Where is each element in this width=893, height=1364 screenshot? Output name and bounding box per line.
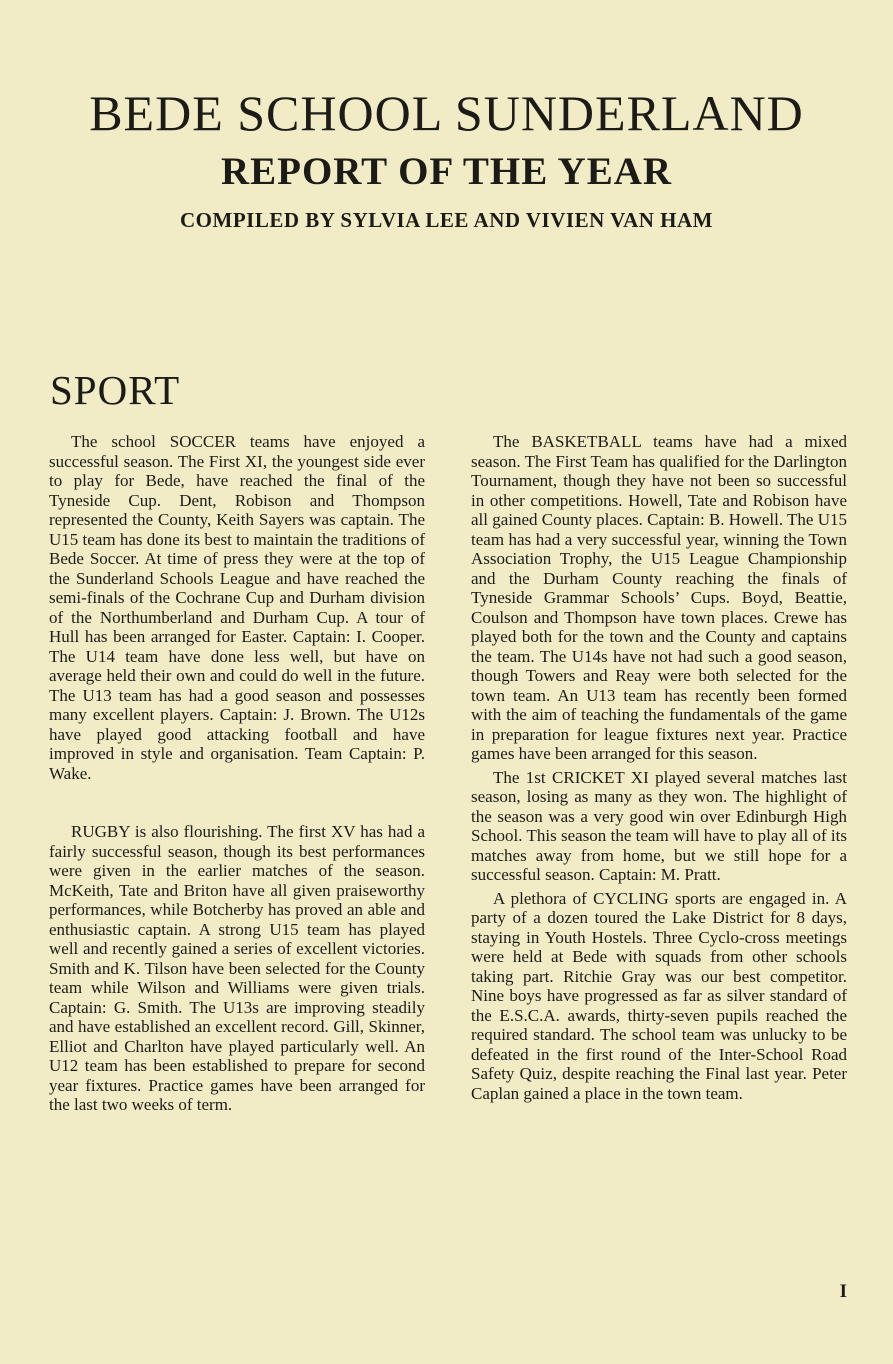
soccer-paragraph: The school SOCCER teams have enjoyed a successful season. The First XI, the youngest side ever to play for Bede, have reached the final of the Tyneside Cup. Dent, Robison and Thompson represented the County, Keith Sayers was captain. The U15 team has done its best to maintain the traditions of Bede Soccer. At time of press they were at the top of the Sunderland Schools League and have reached the semi-finals of the Cochrane Cup and Durham division of the Northumberland and Durham Cup. A tour of Hull has been arranged for Easter. Captain: I. Cooper. The U14 team have done less well, but have on average held their own and could do well in the future. The U13 team has had a good season and possesses many excellent players. Captain: J. Brown. The U12s have played good attacking football and have improved in style and organisation. Team Captain: P. Wake. xyxy=(49,432,425,783)
page-number: I xyxy=(839,1281,847,1302)
page-title: BEDE SCHOOL SUNDERLAND xyxy=(89,85,804,141)
section-heading-sport: SPORT xyxy=(50,367,181,413)
right-column xyxy=(471,432,847,1103)
cycling-paragraph: A plethora of CYCLING sports are engaged in. A party of a dozen toured the Lake District for 8 days, staying in Youth Hostels. Three Cyclo-cross meetings were held at Bede with squads from other schools taking part. Ritchie Gray was our best competitor. Nine boys have progressed as far as silver standard of the E.S.C.A. awards, thirty-seven pupils reached the required standard. The school team was unlucky to be defeated in the first round of the Inter-School Road Safety Quiz, despite reaching the Final last year. Peter Caplan gained a place in the town team. xyxy=(471,888,847,1103)
left-column xyxy=(49,432,425,1115)
rugby-paragraph: RUGBY is also flourishing. The first XV has had a fairly successful season, though its best performances were given in the earlier matches of the season. McKeith, Tate and Briton have all given praiseworthy performances, while Botcherby has proved an able and enthusiastic captain. A strong U15 team has played well and recently gained a series of excellent victories. Smith and K. Tilson have been selected for the County team while Wilson and Williams were given trials. Captain: G. Smith. The U13s are improving steadily and have established an excellent record. Gill, Skinner, Elliot and Charlton have played particularly well. An U12 team has been established to prepare for second year fixtures. Practice games have been arranged for the last two weeks of term. xyxy=(49,822,425,1114)
compiled-by-line: COMPILED BY SYLVIA LEE AND VIVIEN VAN HAM xyxy=(180,208,713,232)
page-subtitle: REPORT OF THE YEAR xyxy=(220,150,673,193)
cricket-paragraph: The 1st CRICKET XI played several matches last season, losing as many as they won. The highlight of the season was a very good win over Edinburgh High School. This season the team will have to play all of its matches away from home, but we still hope for a successful season. Captain: M. Pratt. xyxy=(471,767,847,884)
basketball-paragraph: The BASKETBALL teams have had a mixed season. The First Team has qualified for the Darlington Tournament, though they have not been so successful in other competitions. Howell, Tate and Robison have all gained County places. Captain: B. Howell. The U15 team has had a very successful year, winning the Town Association Trophy, the U15 League Championship and the Durham County reaching the finals of Tyneside Grammar Schools’ Cups. Boyd, Beattie, Coulson and Thompson have town places. Crewe has played both for the town and the County and captains the team. The U14s have not had such a good season, though Towers and Reay were both selected for the town team. An U13 team has recently been formed with the aim of teaching the fundamentals of the game in preparation for league fixtures next year. Practice games have been arranged for this season. xyxy=(471,432,847,763)
